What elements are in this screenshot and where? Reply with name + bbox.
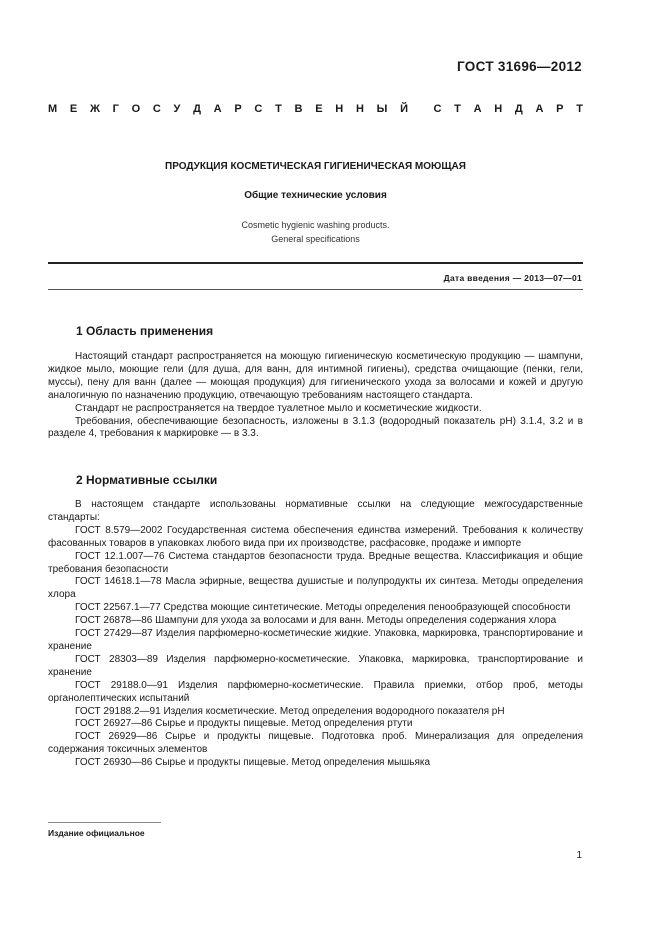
english-title — [48, 218, 583, 246]
reference-item: ГОСТ 26930—86 Сырье и продукты пищевые. Метод определения мышьяка — [75, 757, 431, 769]
banner-letter: В — [294, 103, 303, 115]
banner-letter: А — [473, 103, 482, 115]
banner-letter: Д — [514, 103, 523, 115]
banner-letter: С — [433, 103, 442, 115]
banner-letter: Т — [576, 103, 583, 115]
banner-letter: Р — [556, 103, 564, 115]
banner-letter: Ы — [376, 103, 388, 115]
page-number: 1 — [576, 850, 582, 861]
document-subtitle: Общие технические условия — [244, 190, 387, 201]
interstate-standard-banner — [48, 103, 583, 115]
reference-item: ГОСТ 28303—89 Изделия парфюмерно-косметические. Упаковка, маркировка, транспортирование и хранение — [48, 653, 583, 678]
banner-letter: Т — [454, 103, 461, 115]
paragraph: В настоящем стандарте использованы нормативные ссылки на следующие межгосударственные стандарты: — [48, 499, 583, 523]
banner-letter: Е — [315, 103, 323, 115]
footer-divider — [48, 822, 161, 823]
banner-letter: А — [213, 103, 222, 115]
official-edition-note: Издание официальное — [48, 828, 145, 838]
banner-letter: Г — [112, 103, 119, 115]
reference-item: ГОСТ 26927—86 Сырье и продукты пищевые. Метод определения ртути — [75, 718, 413, 730]
paragraph: Стандарт не распространяется на твердое туалетное мыло и косметические жидкости. — [75, 402, 482, 414]
banner-letter: Н — [494, 103, 503, 115]
english-title-line: General specifications — [271, 234, 360, 244]
paragraph: Требования, обеспечивающие безопасность, изложены в 3.1.3 (водородный показатель pH) 3.1.4, 3.2 и в разделе 4, требования к маркировке — в 3.3. — [48, 415, 583, 440]
reference-item: ГОСТ 26929—86 Сырье и продукты пищевые. Подготовка проб. Минерализация для определения содержания токсичных элементов — [48, 731, 583, 756]
banner-letter: Й — [400, 103, 409, 115]
banner-letter: А — [535, 103, 544, 115]
banner-letter: С — [152, 103, 161, 115]
introduction-date: Дата введения — 2013—07—01 — [443, 273, 582, 283]
date-divider — [48, 289, 583, 290]
reference-item: ГОСТ 29188.0—91 Изделия парфюмерно-косметические. Правила приемки, отбор проб, методы органолептических испытаний — [48, 679, 583, 704]
paragraph: Настоящий стандарт распространяется на моющую гигиеническую косметическую продукцию — шампуни, жидкое мыло, моющие гели (для душа, для ванн, для интимной гигиены), средства очищающие (пенки, гели, муссы), пену для ванн (далее — моющая продукция) для гигиенического ухода за волосами и кожей и другую аналогичную по назначению продукцию, отвечающую требованиям настоящего стандарта. — [48, 351, 583, 401]
banner-letter: Р — [234, 103, 242, 115]
reference-item: ГОСТ 29188.2—91 Изделия косметические. Метод определения водородного показателя pH — [75, 705, 505, 717]
banner-letter: У — [173, 103, 181, 115]
section-2-body — [48, 499, 583, 770]
reference-item: ГОСТ 12.1.007—76 Система стандартов безопасности труда. Вредные вещества. Классификация и общие требования безопасности — [48, 550, 583, 575]
reference-item: ГОСТ 8.579—2002 Государственная система обеспечения единства измерений. Требования к количеству фасованных товаров в упаковках любого вида при их производстве, расфасовке, продаже и импорте — [48, 524, 583, 549]
banner-letter: Т — [275, 103, 282, 115]
banner-letter: С — [254, 103, 263, 115]
reference-item: ГОСТ 14618.1—78 Масла эфирные, вещества душистые и полупродукты их синтеза. Методы определения хлора — [48, 576, 583, 601]
section-1-heading: 1 Область применения — [76, 324, 214, 338]
banner-letter: Н — [335, 103, 344, 115]
banner-letter: Д — [193, 103, 201, 115]
reference-item: ГОСТ 22567.1—77 Средства моющие синтетические. Методы определения пенообразующей способности — [75, 602, 571, 614]
section-2-heading: 2 Нормативные ссылки — [76, 473, 218, 487]
document-title: ПРОДУКЦИЯ КОСМЕТИЧЕСКАЯ ГИГИЕНИЧЕСКАЯ МОЮЩАЯ — [165, 161, 466, 172]
banner-letter: М — [48, 103, 58, 115]
reference-item: ГОСТ 27429—87 Изделия парфюмерно-косметические жидкие. Упаковка, маркировка, транспортирование и хранение — [48, 628, 583, 652]
banner-letter: О — [131, 103, 141, 115]
section-1-body — [48, 351, 583, 441]
title-divider — [48, 262, 583, 264]
banner-letter: Е — [69, 103, 78, 115]
banner-letter: Ж — [89, 103, 100, 115]
english-title-line: Cosmetic hygienic washing products. — [241, 220, 390, 230]
standard-code: ГОСТ 31696—2012 — [457, 59, 582, 74]
banner-letter: Н — [355, 103, 364, 115]
reference-item: ГОСТ 26878—86 Шампуни для ухода за волосами и для ванн. Методы определения содержания хлора — [75, 615, 557, 627]
